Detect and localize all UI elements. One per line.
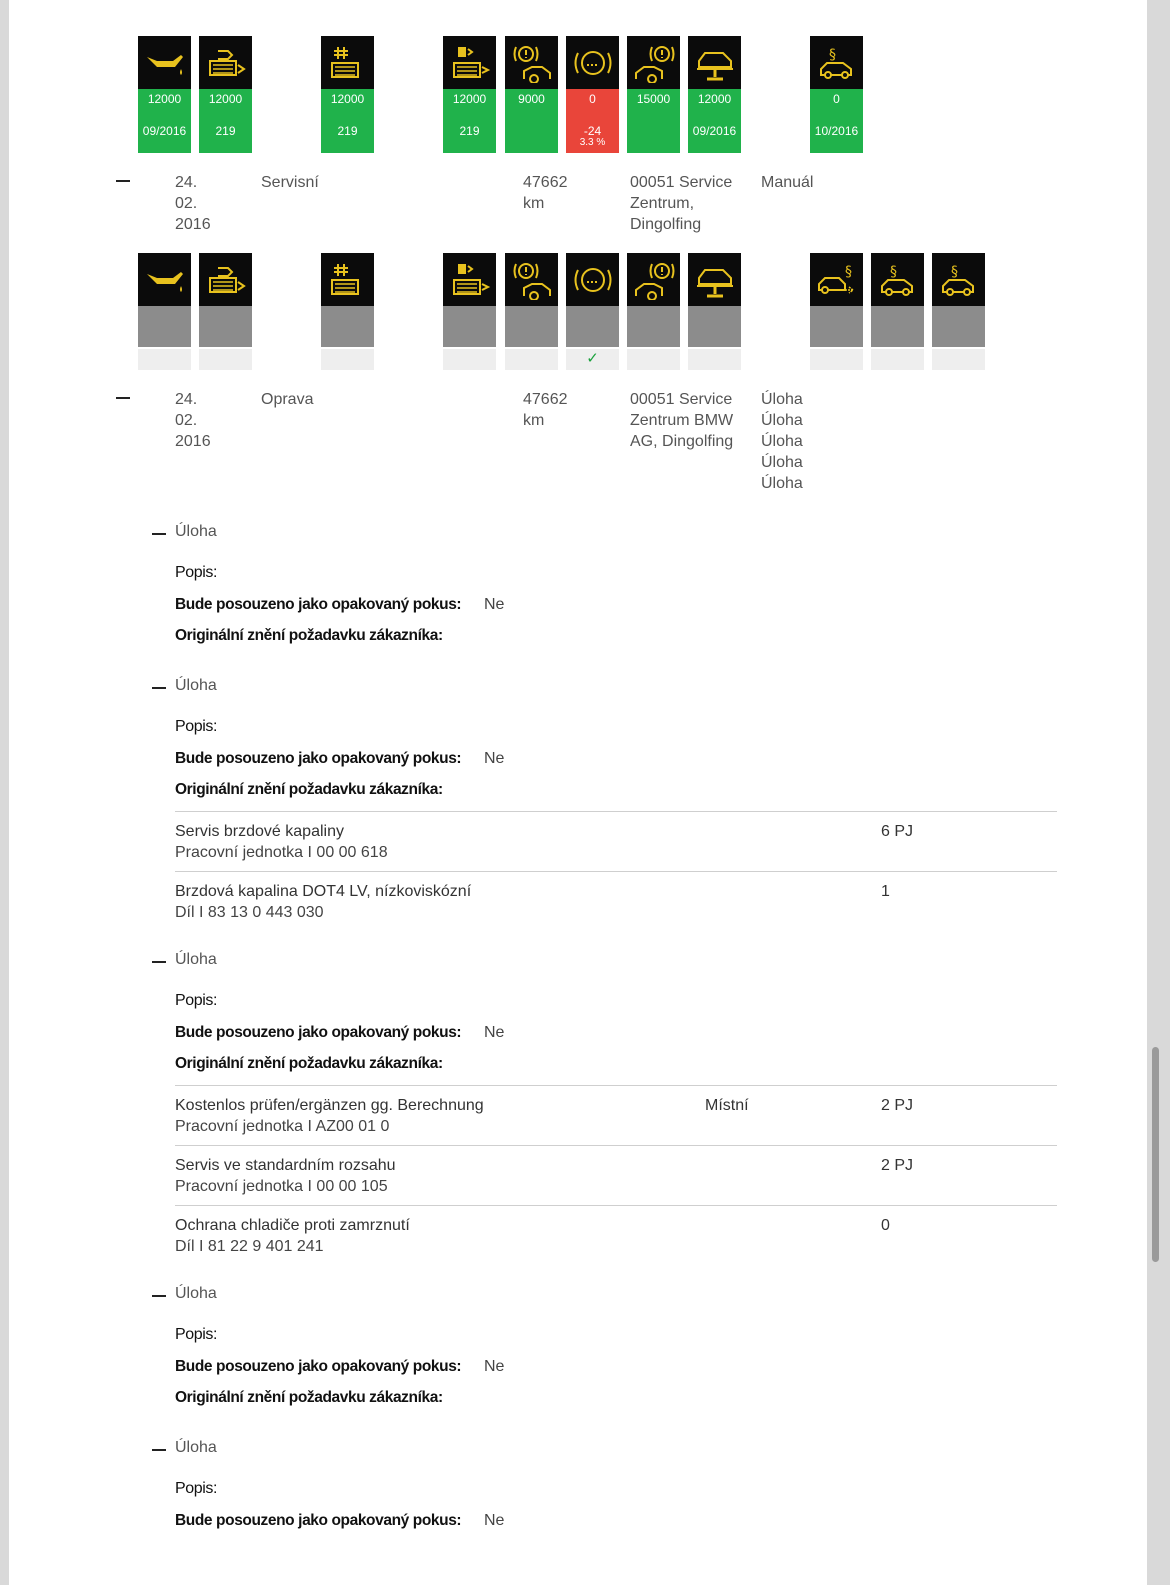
status-tile-diesel-filter — [443, 36, 496, 153]
status-tile-rear-brake — [627, 36, 680, 153]
entry-task-list: Úloha Úloha Úloha Úloha Úloha — [761, 391, 803, 492]
original-request-label: Originální znění požadavku zákazníka: — [175, 627, 443, 644]
emissions-inspection-icon — [932, 253, 985, 306]
entry-service-center: 00051 Service Zentrum BMW AG, Dingolfing — [630, 391, 734, 450]
status-values: 12000 219 — [321, 89, 374, 153]
collapse-icon[interactable] — [116, 397, 130, 399]
svg-text:§: § — [828, 46, 836, 63]
status-values: 12000 09/2016 — [688, 89, 741, 153]
task-line-item: Servis ve standardním rozsahu Pracovní jednotka I 00 00 105 2 PJ — [175, 1157, 914, 1195]
statutory-inspection-icon — [810, 36, 863, 89]
item-tile-exhaust-inspection — [810, 253, 863, 370]
repeat-attempt-value: Ne — [484, 1512, 505, 1529]
item-tile-engine-oil — [138, 253, 191, 370]
statutory-inspection-icon — [871, 253, 924, 306]
item-quantity: 2 PJ — [881, 1097, 914, 1114]
item-tile-front-brake — [505, 253, 558, 370]
entry-date: 24. 02. 2016 — [175, 174, 211, 233]
original-request-label: Originální znění požadavku zákazníka: — [175, 1055, 443, 1072]
original-request-label: Originální znění požadavku zákazníka: — [175, 1389, 443, 1406]
description-label: Popis: — [175, 564, 218, 581]
item-quantity: 0 — [881, 1217, 890, 1234]
repeat-attempt-label: Bude posouzeno jako opakovaný pokus: — [175, 750, 462, 767]
collapse-icon[interactable] — [152, 687, 166, 689]
collapse-icon[interactable] — [152, 1295, 166, 1297]
entry-mileage: 47662 km — [523, 391, 568, 429]
svg-text:§: § — [844, 263, 852, 280]
brake-fluid-icon — [566, 36, 619, 89]
item-tile-rear-brake — [627, 253, 680, 370]
repeat-attempt-label: Bude posouzeno jako opakovaný pokus: — [175, 1358, 462, 1375]
description-label: Popis: — [175, 1326, 218, 1343]
repeat-attempt-value: Ne — [484, 1024, 505, 1041]
rear-brake-icon — [627, 253, 680, 306]
entry-type: Oprava — [261, 391, 314, 408]
status-values-overdue: 0 -24 3.3 % — [566, 89, 619, 153]
task-title[interactable]: Úloha — [175, 951, 217, 968]
task-line-item: Ochrana chladiče proti zamrznutí Díl I 81 22 9 401 241 0 — [175, 1217, 890, 1255]
status-tile-front-brake — [505, 36, 558, 153]
collapse-icon[interactable] — [152, 533, 166, 535]
task-title[interactable]: Úloha — [175, 1285, 217, 1302]
status-values: 12000 219 — [199, 89, 252, 153]
engine-oil-icon — [138, 36, 191, 89]
task-line-item: Servis brzdové kapaliny Pracovní jednotka I 00 00 618 6 PJ — [175, 823, 914, 861]
collapse-icon[interactable] — [152, 1449, 166, 1451]
service-history-page — [9, 0, 1147, 1585]
entry-service-center: 00051 Service Zentrum, Dingolfing — [630, 174, 733, 233]
entry-type: Servisní — [261, 174, 319, 191]
micro-filter-icon — [321, 36, 374, 89]
status-tile-fuel-filter — [199, 36, 252, 153]
description-label: Popis: — [175, 718, 218, 735]
task-line-item: Kostenlos prüfen/ergänzen gg. Berechnung Pracovní jednotka I AZ00 01 0 Místní 2 PJ — [175, 1097, 914, 1135]
status-tile-brake-fluid — [566, 36, 619, 153]
item-tile-emissions-inspection — [932, 253, 985, 370]
repeat-attempt-label: Bude posouzeno jako opakovaný pokus: — [175, 596, 462, 613]
vehicle-check-icon — [688, 253, 741, 306]
item-tile-brake-fluid — [566, 253, 619, 370]
fuel-filter-icon — [199, 253, 252, 306]
status-values: 9000 — [505, 89, 558, 153]
brake-fluid-icon — [566, 253, 619, 306]
fuel-filter-icon — [199, 36, 252, 89]
status-tile-micro-filter — [321, 36, 374, 153]
status-tile-engine-oil — [138, 36, 191, 153]
item-quantity: 1 — [881, 883, 890, 900]
status-values: 15000 — [627, 89, 680, 153]
repeat-attempt-value: Ne — [484, 750, 505, 767]
exhaust-inspection-icon — [810, 253, 863, 306]
item-tile-diesel-filter — [443, 253, 496, 370]
item-tile-vehicle-check — [688, 253, 741, 370]
task-line-item: Brzdová kapalina DOT4 LV, nízkoviskózní Díl I 83 13 0 443 030 1 — [175, 883, 890, 921]
engine-oil-icon — [138, 253, 191, 306]
status-values: 12000 09/2016 — [138, 89, 191, 153]
diesel-filter-icon — [443, 253, 496, 306]
front-brake-icon — [505, 36, 558, 89]
svg-text:§: § — [950, 263, 958, 280]
description-label: Popis: — [175, 992, 218, 1009]
task-title[interactable]: Úloha — [175, 677, 217, 694]
vehicle-check-icon — [688, 36, 741, 89]
diesel-filter-icon — [443, 36, 496, 89]
entry-note: Manuál — [761, 174, 814, 191]
status-tile-vehicle-check — [688, 36, 741, 153]
entry-date: 24. 02. 2016 — [175, 391, 211, 450]
collapse-icon[interactable] — [152, 961, 166, 963]
item-location: Místní — [705, 1097, 749, 1114]
item-tile-fuel-filter — [199, 253, 252, 370]
item-tile-statutory-inspection — [871, 253, 924, 370]
repeat-attempt-label: Bude posouzeno jako opakovaný pokus: — [175, 1024, 462, 1041]
entry-mileage: 47662 km — [523, 174, 568, 212]
checkmark-icon: ✓ — [566, 349, 619, 370]
description-label: Popis: — [175, 1480, 218, 1497]
repeat-attempt-label: Bude posouzeno jako opakovaný pokus: — [175, 1512, 462, 1529]
status-values: 0 10/2016 — [810, 89, 863, 153]
rear-brake-icon — [627, 36, 680, 89]
collapse-icon[interactable] — [116, 180, 130, 182]
item-tile-micro-filter — [321, 253, 374, 370]
svg-text:§: § — [889, 263, 897, 280]
status-values: 12000 219 — [443, 89, 496, 153]
micro-filter-icon — [321, 253, 374, 306]
repeat-attempt-value: Ne — [484, 596, 505, 613]
task-title[interactable]: Úloha — [175, 523, 217, 540]
item-quantity: 2 PJ — [881, 1157, 914, 1174]
original-request-label: Originální znění požadavku zákazníka: — [175, 781, 443, 798]
task-title[interactable]: Úloha — [175, 1439, 217, 1456]
front-brake-icon — [505, 253, 558, 306]
vertical-scrollbar[interactable] — [1152, 1047, 1159, 1262]
item-quantity: 6 PJ — [881, 823, 914, 840]
repeat-attempt-value: Ne — [484, 1358, 505, 1375]
status-tile-statutory-inspection — [810, 36, 863, 153]
